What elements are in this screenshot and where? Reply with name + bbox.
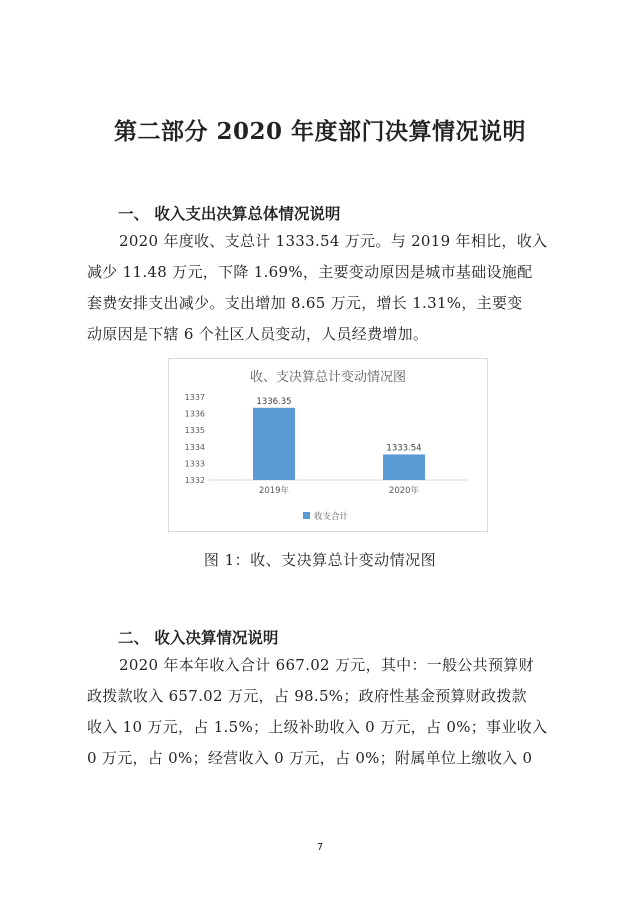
y-tick-label: 1334 <box>184 442 205 452</box>
bar <box>253 408 295 480</box>
section-2-line: 2020 年本年收入合计 667.02 万元，其中：一般公共预算财 <box>119 656 534 674</box>
chart-svg <box>169 359 487 531</box>
x-tick-label: 2019年 <box>258 486 290 496</box>
section-1-line: 动原因是下辖 6 个社区人员变动，人员经费增加。 <box>87 325 429 343</box>
section-2-line: 0 万元，占 0%；经营收入 0 万元，占 0%；附属单位上缴收入 0 <box>87 749 533 767</box>
page-number: 7 <box>316 842 324 853</box>
section-2-heading: 二、 收入决算情况说明 <box>118 629 279 647</box>
section-1-line: 2020 年度收、支总计 1333.54 万元。与 2019 年相比，收入 <box>119 232 548 250</box>
section-1-line: 套费安排支出减少。支出增加 8.65 万元，增长 1.31%，主要变 <box>87 294 523 312</box>
section-2-line: 收入 10 万元，占 1.5%；上级补助收入 0 万元，占 0%；事业收入 <box>87 718 548 736</box>
page-title: 第二部分 2020 年度部门决算情况说明 <box>113 118 527 145</box>
section-1-heading: 一、 收入支出决算总体情况说明 <box>118 205 341 223</box>
legend-swatch <box>303 512 310 519</box>
section-1-paragraph <box>87 226 559 350</box>
chart <box>168 358 488 532</box>
section-2-line: 政拨款收入 657.02 万元，占 98.5%；政府性基金预算财政拨款 <box>87 687 527 705</box>
bar-data-label: 1336.35 <box>256 396 292 407</box>
legend-label: 收支合计 <box>314 512 349 522</box>
x-tick-label: 2020年 <box>388 486 420 496</box>
y-tick-label: 1337 <box>184 393 205 402</box>
y-tick-label: 1333 <box>184 459 205 469</box>
y-tick-label: 1332 <box>184 476 205 485</box>
section-1-line: 减少 11.48 万元，下降 1.69%，主要变动原因是城市基础设施配 <box>87 263 533 281</box>
bar-data-label: 1333.54 <box>386 443 422 454</box>
chart-title: 收、支决算总计变动情况图 <box>249 370 407 385</box>
figure-caption: 图 1：收、支决算总计变动情况图 <box>203 551 437 569</box>
y-tick-label: 1335 <box>184 426 205 436</box>
section-2-paragraph <box>87 650 559 774</box>
y-tick-label: 1336 <box>184 409 205 419</box>
bar <box>383 454 425 480</box>
